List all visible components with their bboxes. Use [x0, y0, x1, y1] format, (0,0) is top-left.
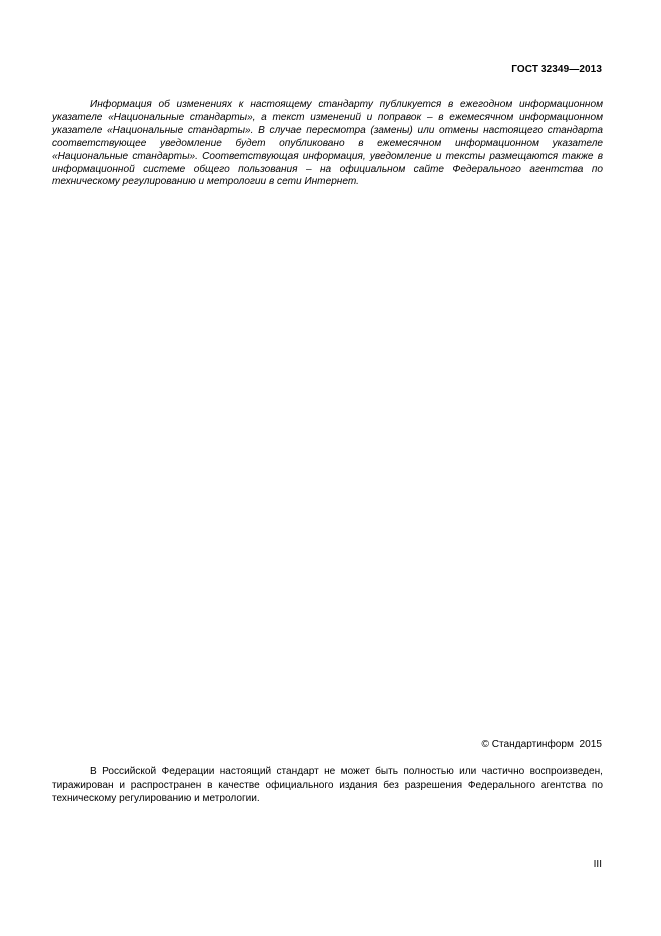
document-code-header: ГОСТ 32349—2013	[511, 64, 602, 75]
page-number: III	[593, 859, 602, 870]
reproduction-rights-paragraph: В Российской Федерации настоящий стандарт не может быть полностью или частично воспроизведен, тиражирован и распространен в качестве официального издания без разрешения Федерального агентства по техническому регулированию и метрологии.	[52, 766, 603, 805]
amendments-info-paragraph: Информация об изменениях к настоящему стандарту публикуется в ежегодном информационном указателе «Национальные стандарты», а текст изменений и поправок – в ежемесячном информационном указателе «Национальные стандарты». В случае пересмотра (замены) или отмены настоящего стандарта соответствующее уведомление будет опубликовано в ежемесячном информационном указателе «Национальные стандарты». Соответствующая информация, уведомление и тексты размещаются также в информационной системе общего пользования – на официальном сайте Федерального агентства по техническому регулированию и метрологии в сети Интернет.	[52, 99, 603, 188]
copyright-notice: © Стандартинформ 2015	[481, 739, 602, 750]
